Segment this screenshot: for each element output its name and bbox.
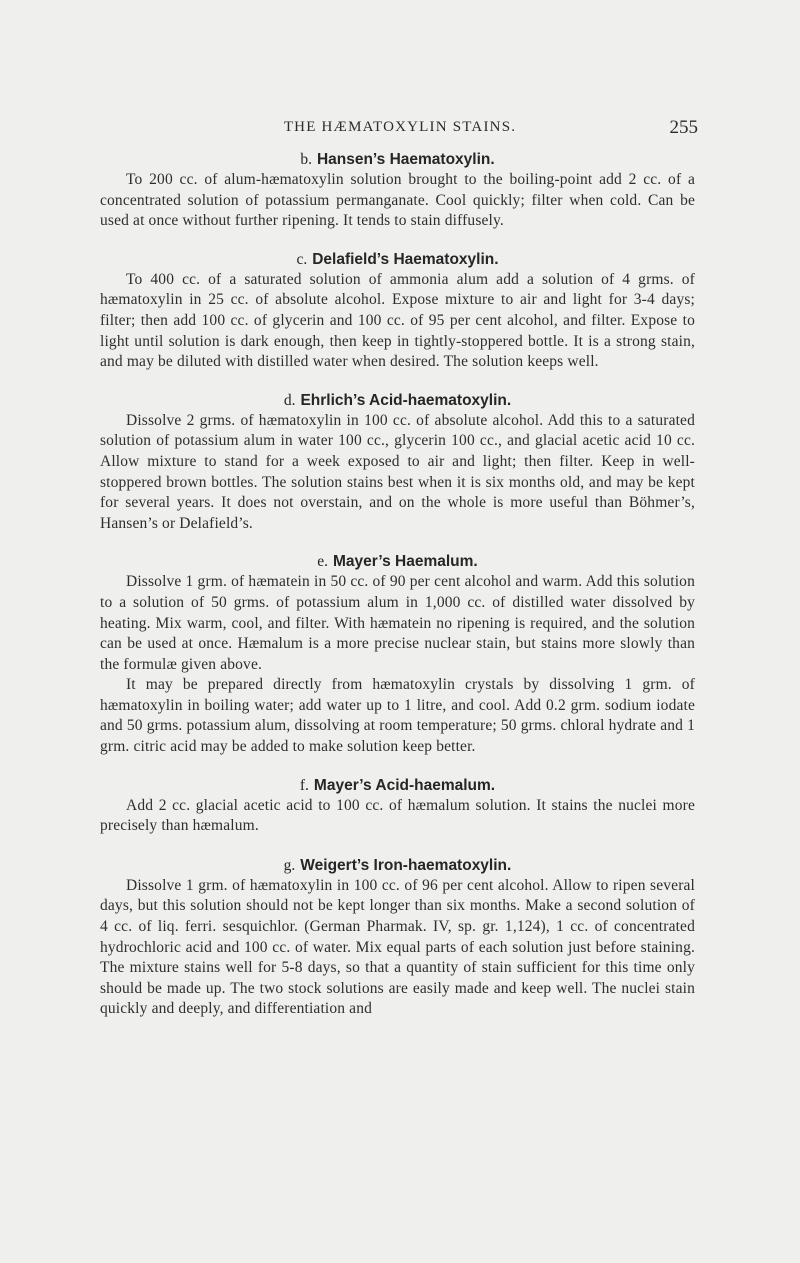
paragraph: Dissolve 2 grms. of hæmatoxylin in 100 cc. of absolute alcohol. Add this to a saturated solution of potassium alum in water 100 cc., glycerin 100 cc., and glacial acetic acid 10 cc. Allow mixture to stand for a week exposed to air and light; then filter. Keep in well-stoppered brown bottles. The solution stains best when it is six months old, and may be kept for several years. It does not overstain, and on the whole is more useful than Böhmer’s, Hansen’s or Delafield’s. bbox=[100, 411, 695, 532]
section-title: Hansen’s Haematoxylin. bbox=[316, 151, 495, 168]
section-heading bbox=[100, 552, 695, 572]
paragraph: Dissolve 1 grm. of hæmatein in 50 cc. of 90 per cent alcohol and warm. Add this solution to a solution of 50 grms. of potassium alum in 1,000 cc. of distilled water dissolved by heating. Mix warm, cool, and filter. With hæmatein no ripening is required, and the solution can be used at once. Hæmalum is a more precise nuclear stain, but stains more slowly than the formulæ given above. bbox=[100, 573, 695, 673]
page-body bbox=[100, 150, 695, 1020]
section-letter: d. bbox=[283, 391, 296, 409]
section-heading bbox=[100, 776, 695, 796]
section-hansens-haematoxylin bbox=[100, 150, 695, 232]
page-number: 255 bbox=[669, 117, 698, 138]
section-letter: f. bbox=[299, 776, 309, 794]
paragraph: To 400 cc. of a saturated solution of ammonia alum add a solution of 4 grms. of hæmatoxylin in 25 cc. of absolute alcohol. Expose mixture to air and light for 3-4 days; filter; then add 100 cc. of glycerin and 100 cc. of 95 per cent alcohol, and filter. Expose to light until solution is dark enough, then keep in tightly-stoppered bottle. It is a strong stain, and may be diluted with distilled water when desired. The solution keeps well. bbox=[100, 270, 695, 371]
section-heading bbox=[100, 150, 695, 170]
section-ehrlichs-acid-haematoxylin bbox=[100, 391, 695, 535]
section-heading bbox=[100, 856, 695, 876]
section-heading bbox=[100, 250, 695, 270]
section-mayers-haemalum bbox=[100, 552, 695, 757]
section-title: Mayer’s Acid-haemalum. bbox=[313, 776, 496, 794]
section-letter: g. bbox=[283, 856, 296, 874]
section-title: Ehrlich’s Acid-haematoxylin. bbox=[300, 391, 512, 409]
running-head bbox=[0, 117, 800, 147]
section-delafields-haematoxylin bbox=[100, 250, 695, 373]
paragraph: Add 2 cc. glacial acetic acid to 100 cc. of hæmalum solution. It stains the nuclei more precisely than hæmalum. bbox=[100, 796, 695, 835]
paragraph: Dissolve 1 grm. of hæmatoxylin in 100 cc. of 96 per cent alcohol. Allow to ripen several days, but this solution should not be kept longer than six months. Make a second solution of 4 cc. of liq. ferri. sesquichlor. (German Pharmak. IV, sp. gr. 1,124), 1 cc. of concentrated hydrochloric acid and 100 cc. of water. Mix equal parts of each solution just before staining. The mixture stains well for 5-8 days, so that a quantity of stain sufficient for this time only should be made up. The two stock solutions are easily made and keep well. The nuclei stain quickly and deeply, and differentiation and bbox=[100, 876, 695, 1018]
running-title: THE HÆMATOXYLIN STAINS. bbox=[283, 119, 517, 135]
section-title: Weigert’s Iron-haematoxylin. bbox=[300, 856, 512, 874]
paragraph: It may be prepared directly from hæmatoxylin crystals by dissolving 1 grm. of hæmatoxylin in boiling water; add water up to 1 litre, and cool. Add 0.2 grm. sodium iodate and 50 grms. potassium alum, dissolving at room temperature; 50 grms. chloral hydrate and 1 grm. citric acid may be added to make solution keep better. bbox=[100, 676, 695, 756]
section-mayers-acid-haemalum bbox=[100, 776, 695, 837]
section-title: Mayer’s Haemalum. bbox=[333, 553, 478, 571]
section-heading bbox=[100, 391, 695, 411]
section-weigerts-iron-haematoxylin bbox=[100, 856, 695, 1020]
section-letter: b. bbox=[300, 151, 312, 168]
section-letter: e. bbox=[317, 553, 328, 571]
section-title: Delafield’s Haematoxylin. bbox=[312, 250, 499, 268]
section-letter: c. bbox=[296, 250, 308, 268]
paragraph: To 200 cc. of alum-hæmatoxylin solution brought to the boiling-point add 2 cc. of a concentrated solution of potassium permanganate. Cool quickly; filter when cold. Can be used at once without further ripening. It tends to stain diffusely. bbox=[100, 171, 695, 230]
